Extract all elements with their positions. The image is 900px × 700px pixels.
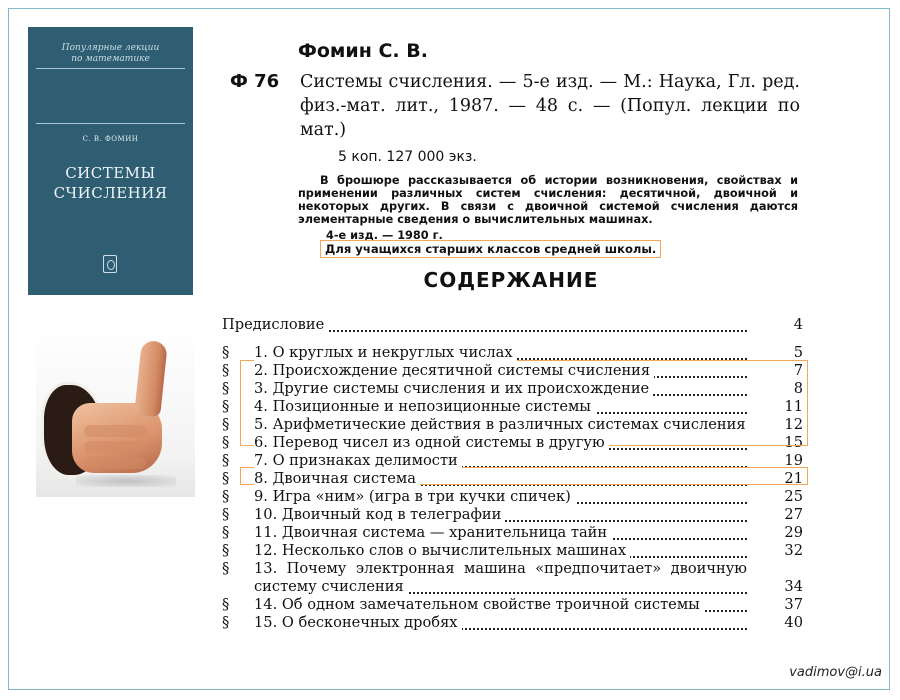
section-mark: §: [222, 596, 230, 613]
toc-page: 25: [784, 488, 803, 505]
toc-page: 27: [784, 506, 803, 523]
toc-preface-row: [222, 316, 807, 334]
section-mark: §: [222, 614, 230, 631]
bibliographic-entry: Системы счисления. — 5-е изд. — М.: Наука, Гл. ред. физ.-мат. лит., 1987. — 48 с. — (Попул. лекции по мат.): [300, 72, 800, 140]
cover-author: С. В. ФОМИН: [82, 135, 139, 143]
toc-label: 15. О бесконечных дробях: [254, 614, 747, 632]
section-mark: §: [222, 416, 230, 433]
toc-label: 11. Двоичная система — хранительница тайн: [254, 524, 747, 542]
toc-label: 6. Перевод чисел из одной системы в другую: [254, 434, 747, 452]
thumb-shadow: [76, 475, 176, 487]
book-author: Фомин С. В.: [298, 40, 428, 62]
toc-page: 40: [784, 614, 803, 631]
section-mark: §: [222, 524, 230, 541]
annotation: В брошюре рассказывается об истории возникновения, свойствах и применении различных систем счисления: десятичной, двоичной и некоторых других. В связи с двоичной системой счисления даются элементарные сведения о вычислительных машинах.: [298, 174, 798, 226]
toc-row: [222, 542, 807, 560]
toc-label: 12. Несколько слов о вычислительных машинах: [254, 542, 747, 560]
toc-page: 21: [784, 470, 803, 487]
toc-label: Предисловие: [222, 316, 747, 334]
section-mark: §: [222, 344, 230, 361]
book-cover-image: [28, 27, 193, 295]
toc-label: 7. О признаках делимости: [254, 452, 747, 470]
toc-row: [222, 416, 807, 434]
section-mark: §: [222, 542, 230, 559]
toc-page: 19: [784, 452, 803, 469]
finger-shape: [84, 457, 146, 469]
toc-page: 32: [784, 542, 803, 559]
toc-row: [222, 596, 807, 614]
section-mark: §: [222, 506, 230, 523]
toc-page: 15: [784, 434, 803, 451]
toc-label: 5. Арифметические действия в различных системах счисления: [254, 416, 747, 434]
toc-label: 1. О круглых и некруглых числах: [254, 344, 747, 362]
library-code: Ф 76: [230, 71, 280, 92]
price-and-print-run: 5 коп. 127 000 экз.: [338, 149, 477, 165]
toc-label: 9. Игра «ним» (игра в три кучки спичек): [254, 488, 747, 506]
section-mark: §: [222, 380, 230, 397]
contents-heading: СОДЕРЖАНИЕ: [423, 268, 599, 292]
toc-row: [222, 524, 807, 542]
section-mark: §: [222, 362, 230, 379]
section-mark: §: [222, 470, 230, 487]
toc-label: 10. Двоичный код в телеграфии: [254, 506, 747, 524]
toc-label: 3. Другие системы счисления и их происхождение: [254, 380, 747, 398]
toc-row: [222, 488, 807, 506]
toc-page: 5: [793, 344, 803, 361]
toc-page: 7: [793, 362, 803, 379]
previous-edition: 4-е изд. — 1980 г.: [326, 229, 443, 242]
toc-page: 37: [784, 596, 803, 613]
finger-shape: [84, 441, 146, 453]
author-signature: vadimov@i.ua: [789, 665, 882, 680]
section-mark: §: [222, 434, 230, 451]
audience-note-highlighted: Для учащихся старших классов средней школы.: [320, 240, 661, 258]
toc-row: [222, 506, 807, 524]
toc-row: [222, 614, 807, 632]
toc-page: 12: [784, 416, 803, 433]
toc-label: 8. Двоичная система: [254, 470, 747, 488]
toc-page: 34: [784, 578, 803, 595]
toc-label: 4. Позиционные и непозиционные системы: [254, 398, 747, 416]
cover-title: СИСТЕМЫ СЧИСЛЕНИЯ: [53, 164, 168, 202]
cover-series: Популярные лекции по математике: [61, 43, 160, 64]
section-mark: §: [222, 560, 230, 577]
toc-page: 29: [784, 524, 803, 541]
cover-rule: [36, 68, 185, 69]
section-mark: §: [222, 488, 230, 505]
finger-shape: [84, 425, 146, 437]
cover-rule: [36, 123, 185, 124]
section-mark: §: [222, 452, 230, 469]
toc-page: 8: [793, 380, 803, 397]
toc-page: 11: [784, 398, 803, 415]
toc-label: 14. Об одном замечательном свойстве троичной системы: [254, 596, 747, 614]
thumb-shape: [134, 340, 168, 417]
toc-row: [222, 560, 807, 596]
toc-page: 4: [793, 316, 803, 333]
toc-label: 2. Происхождение десятичной системы счисления: [254, 362, 747, 380]
section-mark: §: [222, 398, 230, 415]
thumbs-up-image: [36, 325, 195, 497]
toc-label: 13. Почему электронная машина «предпочитает» двоичную систему счисления: [254, 560, 747, 595]
